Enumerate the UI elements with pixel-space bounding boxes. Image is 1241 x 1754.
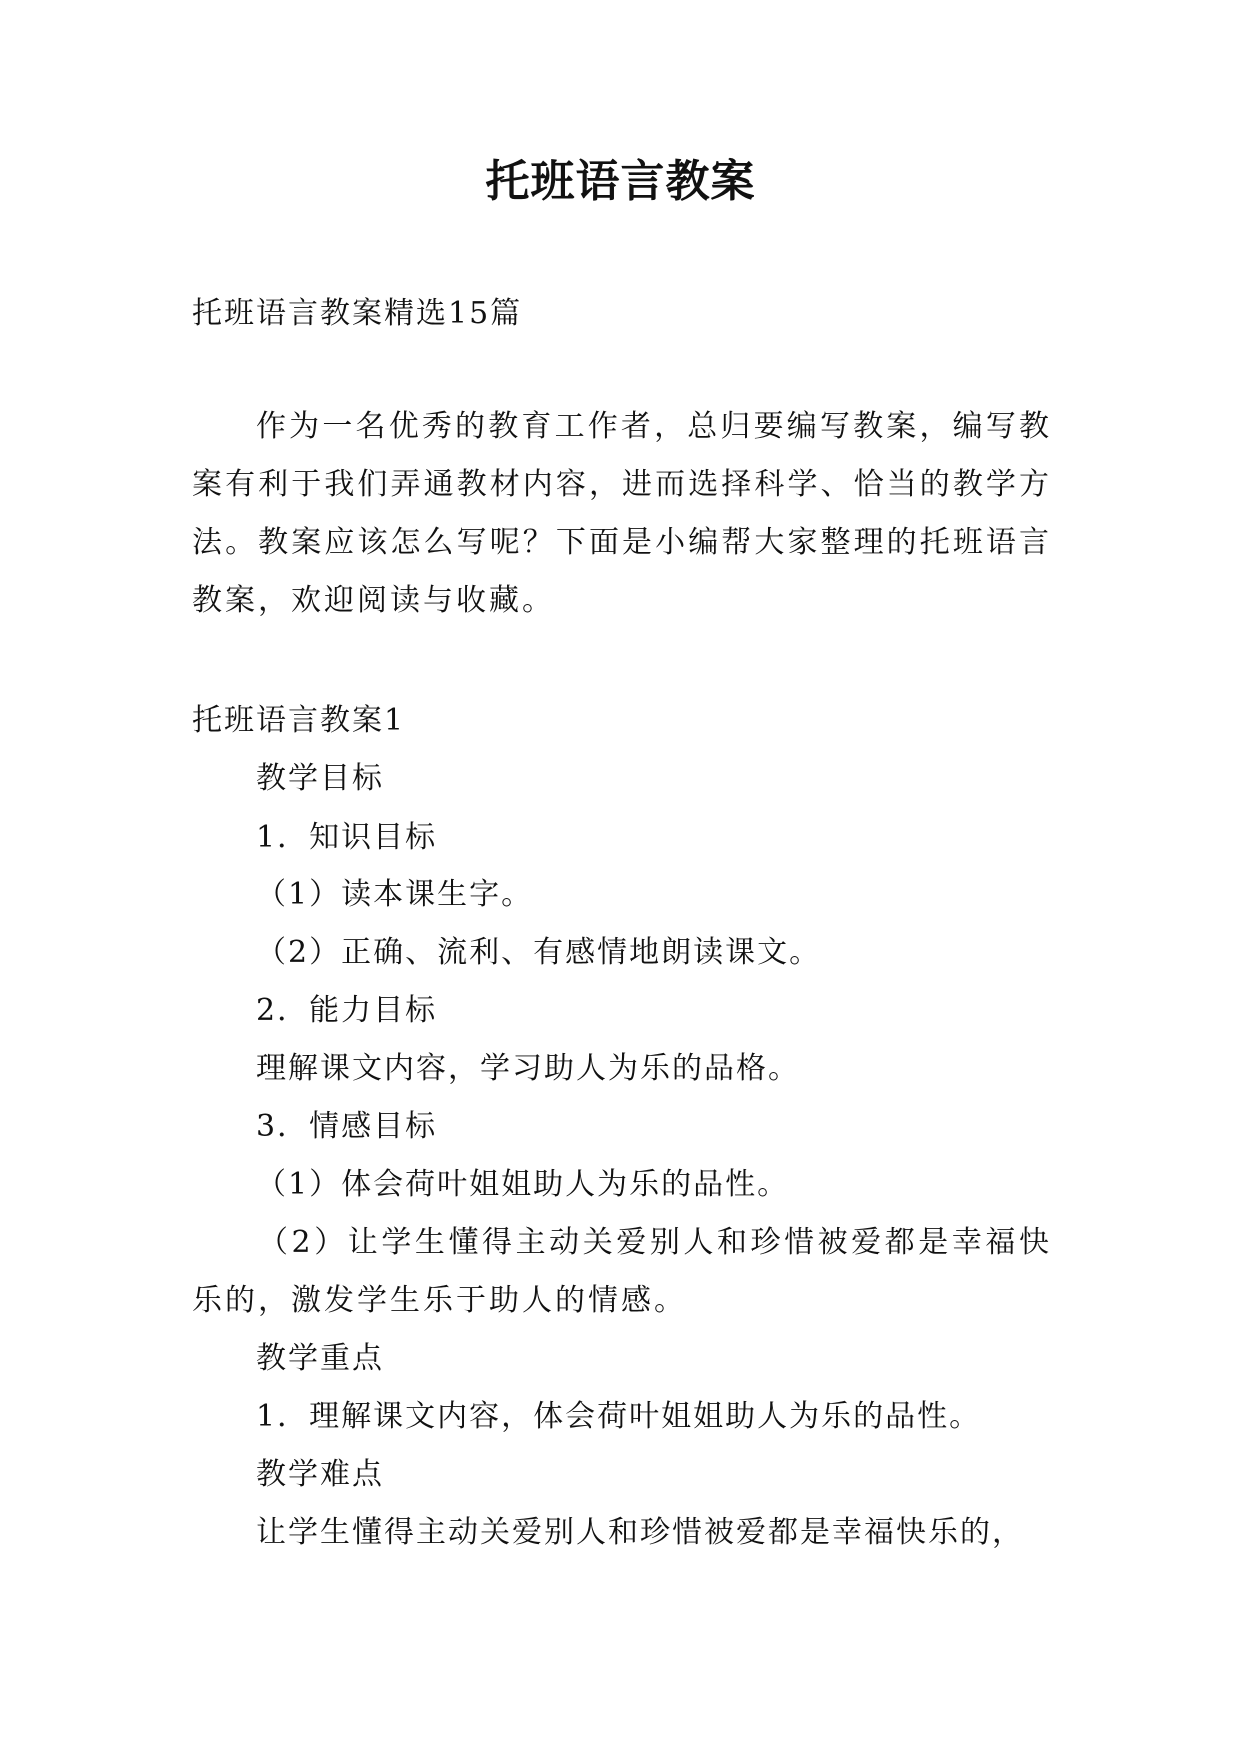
difficulty-text: 让学生懂得主动关爱别人和珍惜被爱都是幸福快乐的， xyxy=(256,1515,1024,1550)
knowledge-item-1: （1）读本课生字。 xyxy=(256,877,534,912)
ability-text: 理解课文内容，学习助人为乐的品格。 xyxy=(256,1051,800,1086)
document-title: 托班语言教案 xyxy=(485,156,756,207)
key-text: 1．理解课文内容，体会荷叶姐姐助人为乐的品性。 xyxy=(256,1399,982,1434)
difficulty-heading: 教学难点 xyxy=(256,1457,384,1492)
emotion-item-1: （1）体会荷叶姐姐助人为乐的品性。 xyxy=(256,1167,790,1202)
intro-paragraph: 作为一名优秀的教育工作者，总归要编写教案，编写教案有利于我们弄通教材内容，进而选择科学、恰当的教学方法。教案应该怎么写呢？下面是小编帮大家整理的托班语言教案，欢迎阅读与收藏。 xyxy=(192,409,1052,618)
emotion-item-2: （2）让学生懂得主动关爱别人和珍惜被爱都是幸福快乐的，激发学生乐于助人的情感。 xyxy=(192,1225,1052,1318)
goals-heading: 教学目标 xyxy=(256,761,384,796)
ability-goal: 2．能力目标 xyxy=(256,993,438,1028)
key-heading: 教学重点 xyxy=(256,1341,384,1376)
knowledge-item-2: （2）正确、流利、有感情地朗读课文。 xyxy=(256,935,822,970)
document-subtitle: 托班语言教案精选15篇 xyxy=(192,296,523,331)
section-heading: 托班语言教案1 xyxy=(192,703,406,738)
emotion-goal: 3．情感目标 xyxy=(256,1109,438,1144)
knowledge-goal: 1．知识目标 xyxy=(256,820,438,855)
